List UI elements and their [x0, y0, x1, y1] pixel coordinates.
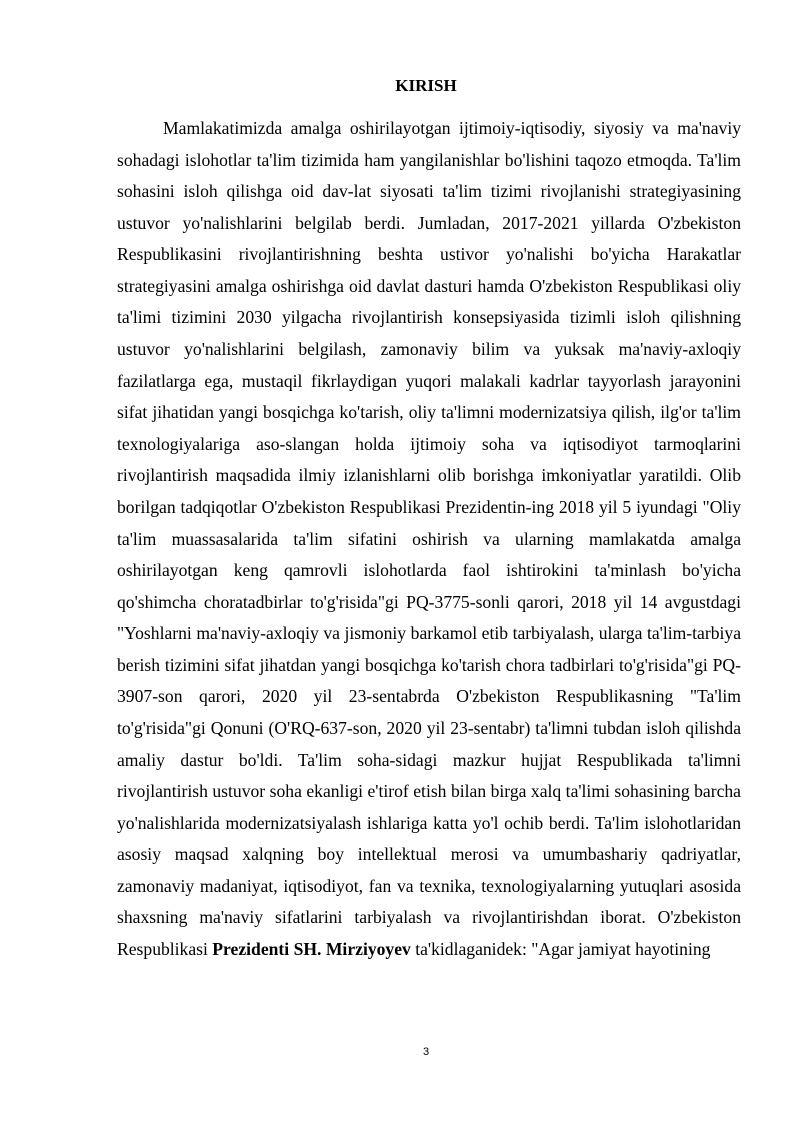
body-paragraph [117, 113, 741, 966]
president-name: Prezidenti SH. Mirziyoyev [212, 939, 411, 960]
paragraph-text: Mamlakatimizda amalga oshirilayotgan ijtimoiy-iqtisodiy, siyosiy va ma'naviy sohadagi islohotlar ta'lim tizimida ham yangilanishlar bo'lishini taqozo etmoqda. Ta'lim sohasini isloh qilishga oid dav-lat siyosati ta'lim tizimi rivojlanishi strategiyasining ustuvor yo'nalishlarini belgilab berdi. Jumladan, 2017-2021 yillarda O'zbekiston Respublikasini rivojlantirishning beshta ustivor yo'nalishi bo'yicha Harakatlar strategiyasini amalga oshirishga oid davlat dasturi hamda O'zbekiston Respublikasi oliy ta'limi tizimini 2030 yilgacha rivojlantirish konsepsiyasida tizimli isloh qilishning ustuvor yo'nalishlarini belgilash, zamonaviy bilim va yuksak ma'naviy-axloqiy fazilatlarga ega, mustaqil fikrlaydigan yuqori malakali kadrlar tayyorlash jarayonini sifat jihatidan yangi bosqichga ko'tarish, oliy ta'limni modernizatsiya qilish, ilg'or ta'lim texnologiyalariga aso-slangan holda ijtimoiy soha va iqtisodiyot tarmoqlarini rivojlantirish maqsadida ilmiy izlanishlarni olib borishga imkoniyatlar yaratildi. Olib borilgan tadqiqotlar O'zbekiston Respublikasi Prezidentin-ing 2018 yil 5 iyundagi "Oliy ta'lim muassasalarida ta'lim sifatini oshirish va ularning mamlakatda amalga oshirilayotgan keng qamrovli islohotlarda faol ishtirokini ta'minlash bo'yicha qo'shimcha choratadbirlar to'g'risida"gi PQ-3775-sonli qarori, 2018 yil 14 avgustdagi "Yoshlarni ma'naviy-axloqiy va jismoniy barkamol etib tarbiyalash, ularga ta'lim-tarbiya berish tizimini sifat jihatdan yangi bosqichga ko'tarish chora tadbirlari to'g'risida"gi PQ-3907-son qarori, 2020 yil 23-sentabrda O'zbekiston Respublikasning "Ta'lim to'g'risida"gi Qonuni (O'RQ-637-son, 2020 yil 23-sentabr) ta'limni tubdan isloh qilishda amaliy dastur bo'ldi. Ta'lim soha-sidagi mazkur hujjat Respublikada ta'limni rivojlantirish ustuvor soha ekanligi e'tirof etish bilan birga xalq ta'limi sohasining barcha yo'nalishlarida modernizatsiyalash ishlariga katta yo'l ochib berdi. Ta'lim islohotlaridan asosiy maqsad xalqning boy intellektual merosi va umumbashariy qadriyatlar, zamonaviy madaniyat, iqtisodiyot, fan va texnika, texnologiyalarning yutuqlari asosida shaxsning ma'naviy sifatlarini tarbiyalash va rivojlantirishdan iborat. O'zbekiston Respublikasi [117, 118, 741, 960]
section-heading: KIRISH [395, 76, 457, 95]
page-number: 3 [422, 1046, 430, 1058]
paragraph-text-continued: ta'kidlaganidek: "Agar jamiyat hayotining [410, 939, 711, 960]
